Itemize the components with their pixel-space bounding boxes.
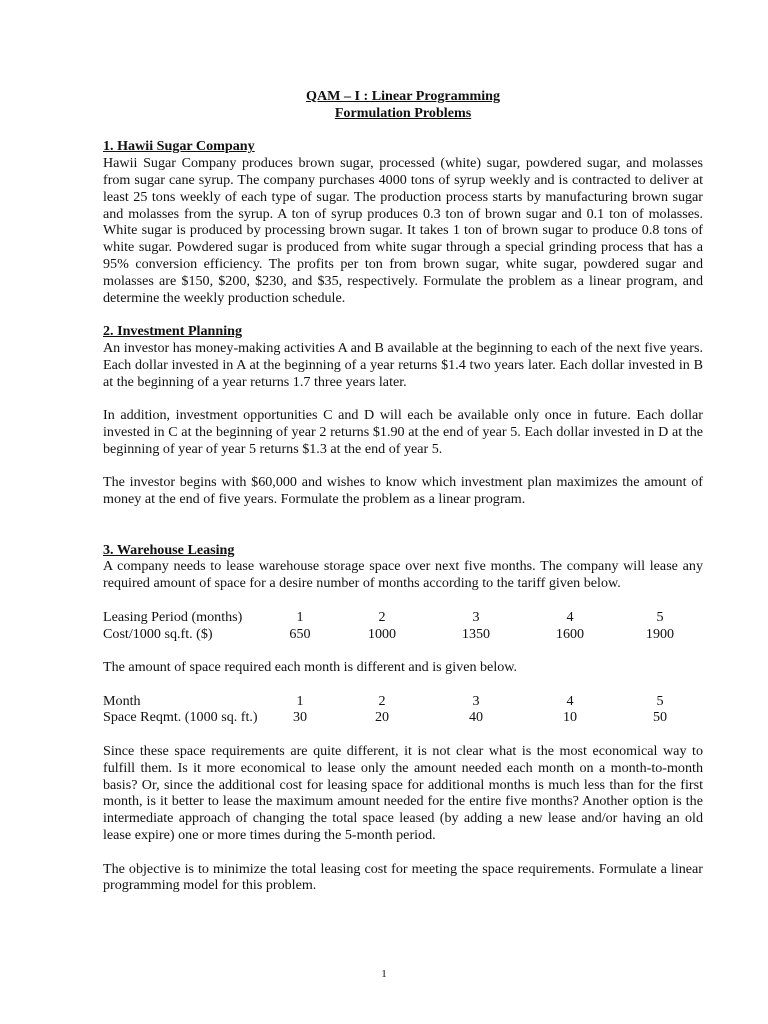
tariff-cost-cell: 1900: [645, 625, 675, 642]
space-requirement-cell: 20: [374, 709, 390, 726]
tariff-period-cell: 3: [472, 608, 480, 625]
tariff-table: [103, 609, 703, 643]
space-month-cell: 4: [566, 692, 574, 709]
tariff-period-cell: 1: [296, 608, 304, 625]
tariff-cost-cell: 1350: [461, 625, 491, 642]
space-requirement-table: [103, 693, 703, 727]
page-title: QAM – I : Linear Programming: [305, 88, 501, 104]
section-heading-investment-planning: 2. Investment Planning: [103, 323, 242, 340]
space-requirement-cell: 50: [652, 709, 668, 726]
page-number: 1: [381, 968, 387, 980]
section-paragraph: An investor has money-making activities A and B available at the beginning to each of the next five years. Each dollar invested in A at the beginning of a year returns $1.4 two years later. Each dollar invested in B at the beginning of a year returns 1.7 three years later.: [103, 339, 703, 390]
space-month-label: Month: [103, 692, 141, 709]
space-month-cell: 5: [656, 692, 664, 709]
space-month-cell: 1: [296, 692, 304, 709]
tariff-cost-label: Cost/1000 sq.ft. ($): [103, 625, 213, 642]
tariff-cost-cell: 1600: [555, 625, 585, 642]
space-requirement-cell: 10: [562, 709, 578, 726]
space-requirement-label: Space Reqmt. (1000 sq. ft.): [103, 709, 258, 726]
tariff-period-label: Leasing Period (months): [103, 608, 243, 625]
section-heading-warehouse-leasing: 3. Warehouse Leasing: [103, 541, 235, 558]
section-paragraph: The amount of space required each month is different and is given below.: [103, 659, 518, 676]
space-month-cell: 2: [378, 692, 386, 709]
page-content: [103, 88, 703, 894]
section-paragraph: Since these space requirements are quite different, it is not clear what is the most economical way to fulfill them. Is it more economical to lease only the amount needed each month on a month-to-month basis? Or, since the additional cost for leasing space for additional months is much less than for the first month, is it better to lease the maximum amount needed for the entire five months? Another option is the intermediate approach of changing the total space leased (by adding a new lease and/or having an old lease expire) one or more times during the 5-month period.: [103, 743, 703, 844]
tariff-period-cell: 2: [378, 608, 386, 625]
tariff-period-cell: 5: [656, 608, 664, 625]
section-paragraph: The objective is to minimize the total leasing cost for meeting the space requirements. Formulate a linear programming model for this problem.: [103, 860, 703, 894]
space-month-cell: 3: [472, 692, 480, 709]
section-paragraph: The investor begins with $60,000 and wishes to know which investment plan maximizes the amount of money at the end of five years. Formulate the problem as a linear program.: [103, 474, 703, 508]
section-paragraph: Hawii Sugar Company produces brown sugar, processed (white) sugar, powdered sugar, and molasses from sugar cane syrup. The company purchases 4000 tons of syrup weekly and is contracted to deliver at least 25 tons weekly of each type of sugar. The production process starts by manufacturing brown sugar and molasses from the syrup. A ton of syrup produces 0.3 ton of brown sugar and 0.1 ton of molasses. White sugar is produced by processing brown sugar. It takes 1 ton of brown sugar to produce 0.8 tons of white sugar. Powdered sugar is produced from white sugar through a special grinding process that has a 95% conversion efficiency. The profits per ton from brown sugar, white sugar, powdered sugar and molasses are $150, $200, $230, and $35, respectively. Formulate the problem as a linear program, and determine the weekly production schedule.: [103, 155, 703, 306]
section-paragraph: In addition, investment opportunities C and D will each be available only once in future. Each dollar invested in C at the beginning of year 2 returns $1.90 at the end of year 5. Each dollar invested in D at the beginning of year of year 5 returns $1.3 at the end of year 5.: [103, 407, 703, 457]
section-heading-hawii-sugar: 1. Hawii Sugar Company: [103, 138, 255, 155]
space-requirement-cell: 30: [292, 709, 308, 726]
tariff-cost-cell: 1000: [367, 625, 397, 642]
page-subtitle: Formulation Problems: [334, 104, 472, 121]
tariff-cost-cell: 650: [289, 625, 311, 642]
section-paragraph: A company needs to lease warehouse storage space over next five months. The company will lease any required amount of space for a desire number of months according to the tariff given below.: [103, 558, 703, 592]
tariff-period-cell: 4: [566, 608, 574, 625]
space-requirement-cell: 40: [468, 709, 484, 726]
